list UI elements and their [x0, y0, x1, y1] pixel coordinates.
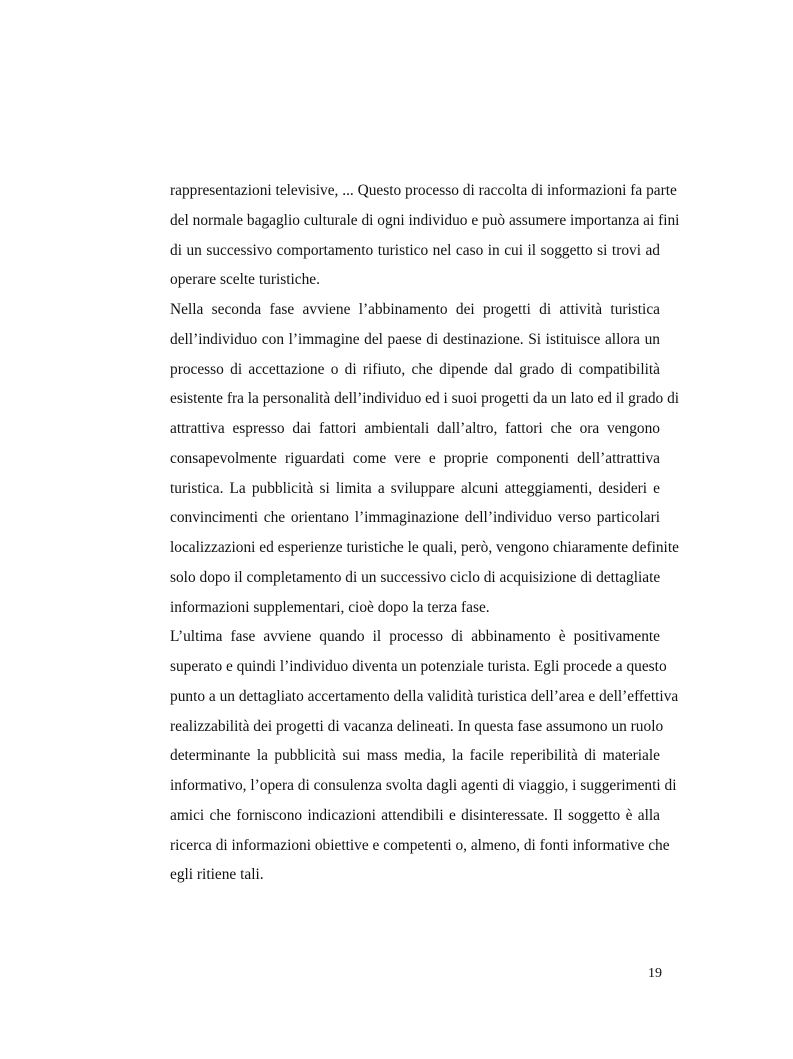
text-line: turistica. La pubblicità si limita a sviluppare alcuni atteggiamenti, desideri e — [170, 479, 660, 497]
text-line: amici che forniscono indicazioni attendibili e disinteressate. Il soggetto è alla — [170, 806, 660, 824]
text-line: egli ritiene tali. — [170, 866, 264, 884]
text-line: informazioni supplementari, cioè dopo la terza fase. — [170, 598, 490, 616]
page-number: 19 — [648, 966, 662, 981]
text-line: consapevolmente riguardati come vere e proprie componenti dell’attrattiva — [170, 449, 660, 467]
text-line: rappresentazioni televisive, ... Questo processo di raccolta di informazioni fa parte — [170, 182, 677, 199]
text-line: di un successivo comportamento turistico nel caso in cui il soggetto si trovi ad — [170, 241, 660, 259]
text-line: dell’individuo con l’immagine del paese di destinazione. Si istituisce allora un — [170, 330, 660, 348]
text-line: localizzazioni ed esperienze turistiche le quali, però, vengono chiaramente definite — [170, 539, 679, 556]
text-line: superato e quindi l’individuo diventa un potenziale turista. Egli procede a questo — [170, 658, 667, 675]
text-line: determinante la pubblicità sui mass media, la facile reperibilità di materiale — [170, 747, 660, 765]
text-line: del normale bagaglio culturale di ogni individuo e può assumere importanza ai fini — [170, 211, 680, 229]
text-line: informativo, l’opera di consulenza svolta dagli agenti di viaggio, i suggerimenti di — [170, 777, 677, 794]
text-line: punto a un dettagliato accertamento della validità turistica dell’area e dell’effettiva — [170, 687, 679, 705]
text-line: ricerca di informazioni obiettive e competenti o, almeno, di fonti informative che — [170, 836, 670, 854]
text-line: attrattiva espresso dai fattori ambientali dall’altro, fattori che ora vengono — [170, 420, 660, 437]
text-line: L’ultima fase avviene quando il processo di abbinamento è positivamente — [170, 628, 660, 646]
body-text — [170, 176, 680, 890]
text-line: operare scelte turistiche. — [170, 271, 320, 289]
text-line: processo di accettazione o di rifiuto, che dipende dal grado di compatibilità — [170, 360, 660, 378]
text-line: convincimenti che orientano l’immaginazione dell’individuo verso particolari — [170, 509, 660, 527]
text-line: realizzabilità dei progetti di vacanza delineati. In questa fase assumono un ruolo — [170, 717, 664, 735]
text-line: Nella seconda fase avviene l’abbinamento dei progetti di attività turistica — [170, 301, 660, 318]
text-line: esistente fra la personalità dell’individuo ed i suoi progetti da un lato ed il grado di — [170, 390, 680, 408]
text-line: solo dopo il completamento di un successivo ciclo di acquisizione di dettagliate — [170, 568, 661, 586]
